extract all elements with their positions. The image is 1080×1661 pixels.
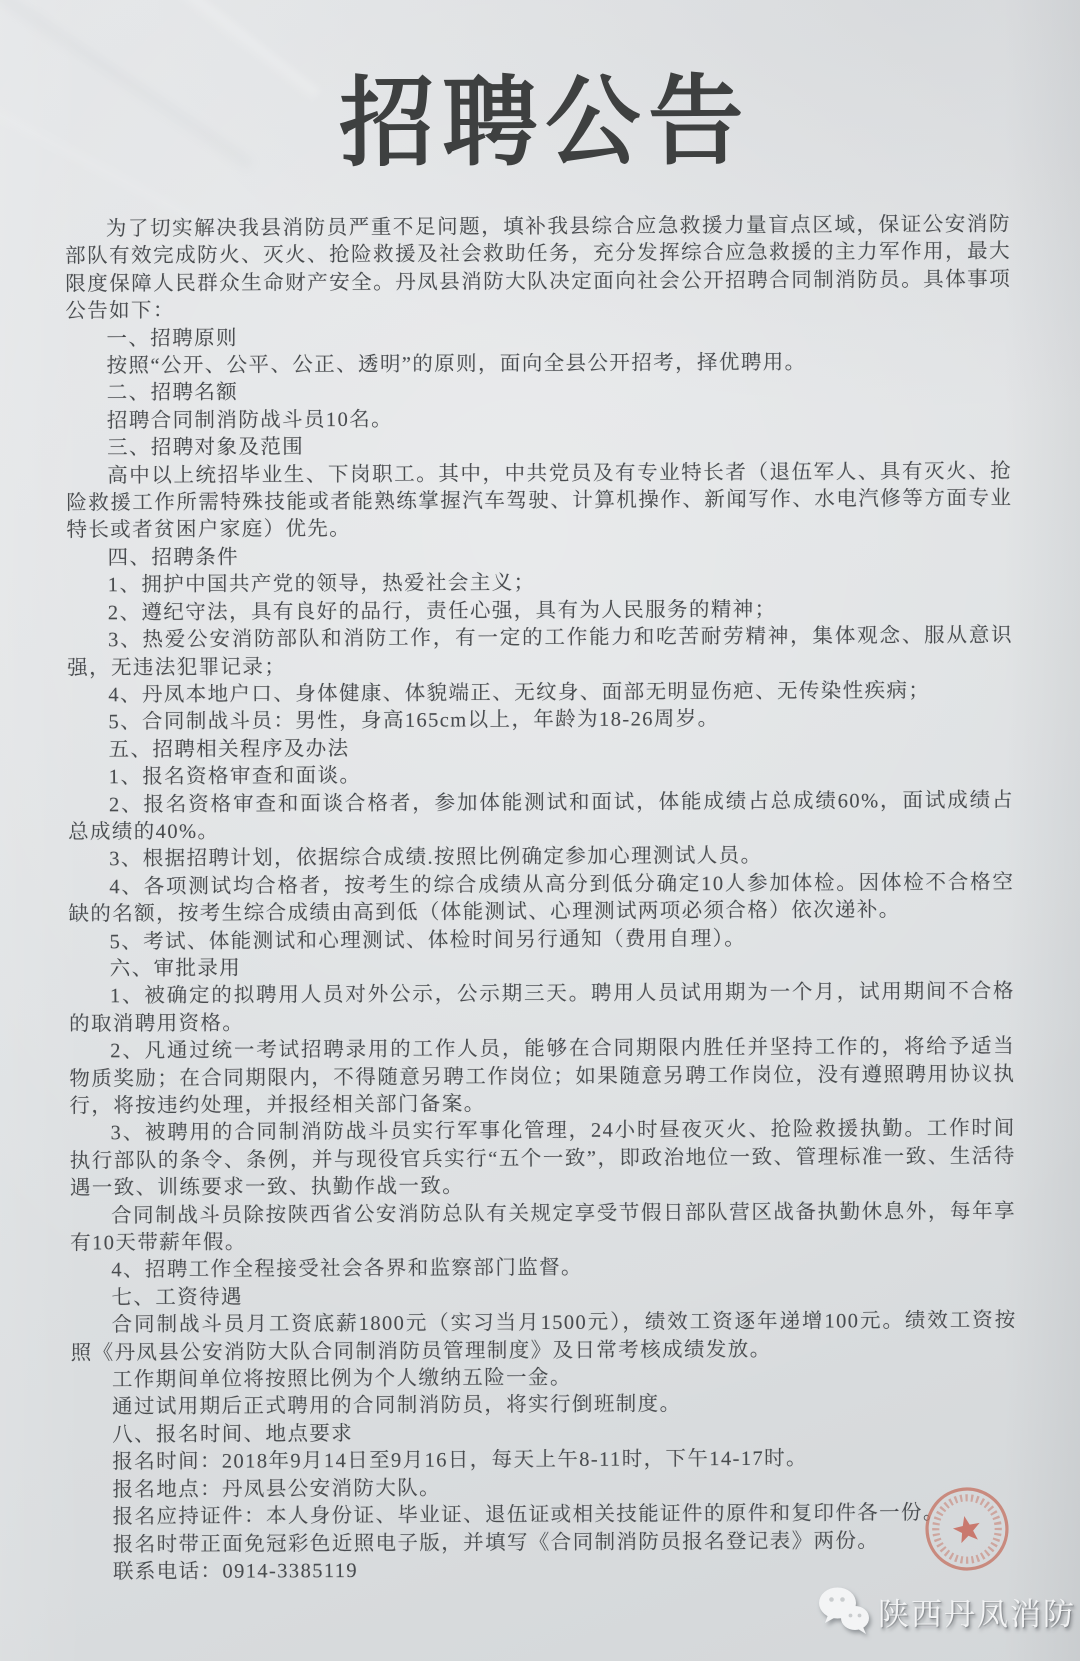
paragraph: 报名应持证件：本人身份证、毕业证、退伍证或相关技能证件的原件和复印件各一份。 [112, 1501, 945, 1529]
paragraph: 高中以上统招毕业生、下岗职工。其中，中共党员及有专业特长者（退伍军人、具有灭火、抢险救援工作所需特殊技能或者能熟练掌握汽车驾驶、计算机操作、新闻写作、水电汽修等方面专业特长或者贫困户家庭）优先。 [66, 460, 1013, 542]
paragraph: 4、招聘工作全程接受社会各界和监察部门监督。 [111, 1257, 583, 1282]
paragraph: 3、被聘用的合同制消防战斗员实行军事化管理，24小时昼夜灭火、抢险救援执勤。工作时间执行部队的条令、条例，并与现役官兵实行“五个一致”，即政治地位一致、管理标准一致、生活待遇一致、训练要求一致、执勤作战一致。 [69, 1117, 1016, 1200]
paragraph: 2、遵纪守法，具有良好的品行，责任心强，具有为人民服务的精神； [107, 598, 777, 624]
paragraph: 1、报名资格审查和面谈。 [108, 765, 362, 789]
section-heading: 三、招聘对象及范围 [106, 436, 305, 460]
announcement-body [65, 212, 1018, 1587]
paragraph: 3、热爱公安消防部队和消防工作，有一定的工作能力和吃苦耐劳精神，集体观念、服从意识强，无违法犯罪记录； [67, 624, 1014, 679]
paragraph: 2、凡通过统一考试招聘录用的工作人员，能够在合同期限内胜任并坚持工作的，将给予适当物质奖励；在合同期限内，不得随意另聘工作岗位；如果随意另聘工作岗位，没有遵照聘用协议执行，将按违约处理，并报经相关部门备案。 [69, 1035, 1016, 1118]
section-heading: 一、招聘原则 [106, 327, 238, 350]
watermark-text: 陕西丹凤消防 [878, 1596, 1076, 1632]
paragraph: 报名地点：丹凤县公安消防大队。 [112, 1477, 442, 1501]
paragraph: 报名时带正面免冠彩色近照电子版，并填写《合同制消防员报名登记表》两份。 [112, 1529, 880, 1556]
section-heading: 四、招聘条件 [107, 546, 240, 570]
page-title: 招聘公告 [339, 67, 752, 179]
paragraph: 1、被确定的拟聘用人员对外公示，公示期三天。聘用人员试用期为一个月，试用期间不合格的取消聘用资格。 [68, 980, 1015, 1036]
paragraph: 合同制战斗员除按陕西省公安消防总队有关规定享受节假日部队营区战备执勤休息外，每年享有10天带薪年假。 [70, 1200, 1017, 1255]
paragraph: 报名时间：2018年9月14日至9月16日，每天上午8-11时，下午14-17时。 [112, 1447, 808, 1474]
section-heading: 五、招聘相关程序及办法 [108, 737, 350, 761]
paragraph: 1、拥护中国共产党的领导，热爱社会主义； [107, 572, 536, 597]
paragraph: 3、根据招聘计划，依据综合成绩.按照比例确定参加心理测试人员。 [109, 845, 763, 871]
paragraph: 合同制战斗员月工资底薪1800元（实习当月1500元），绩效工资逐年递增100元。绩效工资按照《丹凤县公安消防大队合同制消防员管理制度》及日常考核成绩发放。 [70, 1309, 1017, 1365]
paragraph: 5、合同制战斗员：男性，身高165cm以上，年龄为18-26周岁。 [108, 708, 720, 734]
paragraph: 4、丹凤本地户口、身体健康、体貌端正、无纹身、面部无明显伤疤、无传染性疾病； [108, 679, 931, 707]
paragraph: 4、各项测试均合格者，按考生的综合成绩从高分到低分确定10人参加体检。因体检不合格空缺的名额，按考生综合成绩由高到低（体能测试、心理测试两项必须合格）依次递补。 [68, 871, 1015, 926]
watermark [818, 1586, 1076, 1636]
paragraph: 5、考试、体能测试和心理测试、体检时间另行通知（费用自理）。 [109, 927, 747, 953]
section-heading: 六、审批录用 [109, 957, 242, 981]
paragraph: 为了切实解决我县消防员严重不足问题，填补我县综合应急救援力量盲点区域，保证公安消防部队有效完成防火、灭火、抢险救援及社会救助任务，充分发挥综合应急救援的主力军作用，最大限度保障人民群众生命财产安全。丹凤县消防大队决定面向社会公开招聘合同制消防员。具体事项公告如下： [64, 213, 1012, 323]
section-heading: 七、工资待遇 [111, 1286, 243, 1310]
paragraph: 通过试用期后正式聘用的合同制消防员，将实行倒班制度。 [112, 1393, 682, 1419]
paragraph: 按照“公开、公平、公正、透明”的原则，面向全县公开招考，择优聘用。 [106, 351, 807, 378]
paragraph: 联系电话：0914-3385119 [112, 1559, 359, 1584]
paragraph: 2、报名资格审查和面谈合格者，参加体能测试和面试，体能成绩占总成绩60%，面试成绩占总成绩的40%。 [67, 789, 1014, 844]
paragraph: 招聘合同制消防战斗员10名。 [106, 408, 394, 433]
section-heading: 二、招聘名额 [106, 382, 239, 405]
announcement-sheet [64, 56, 1018, 1587]
wechat-icon [818, 1586, 870, 1636]
section-heading: 八、报名时间、地点要求 [112, 1422, 354, 1447]
paragraph: 工作期间单位将按照比例为个人缴纳五险一金。 [111, 1366, 572, 1392]
